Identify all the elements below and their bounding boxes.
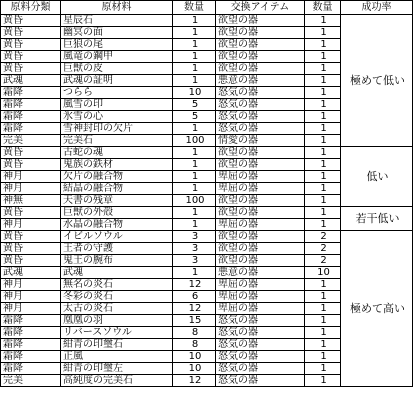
cell-category: 霜降 bbox=[1, 339, 61, 351]
cell-item: 卑屈の器 bbox=[216, 219, 305, 231]
cell-item-quantity: 2 bbox=[305, 255, 341, 267]
cell-item: 欲望の器 bbox=[216, 159, 305, 171]
cell-quantity: 12 bbox=[173, 303, 216, 315]
cell-item-quantity: 1 bbox=[305, 63, 341, 75]
cell-material: 水晶の融合物 bbox=[61, 219, 173, 231]
cell-material: 武魂の証明 bbox=[61, 75, 173, 87]
cell-material: 巨狼の尾 bbox=[61, 39, 173, 51]
cell-item-quantity: 1 bbox=[305, 339, 341, 351]
cell-quantity: 1 bbox=[173, 51, 216, 63]
cell-material: 武魂 bbox=[61, 267, 173, 279]
cell-item: 欲望の器 bbox=[216, 15, 305, 27]
cell-material: 鬼族の鉄材 bbox=[61, 159, 173, 171]
cell-material: 星辰石 bbox=[61, 15, 173, 27]
cell-category: 神月 bbox=[1, 303, 61, 315]
cell-quantity: 10 bbox=[173, 87, 216, 99]
cell-item: 悪意の器 bbox=[216, 75, 305, 87]
cell-item: 卑屈の器 bbox=[216, 171, 305, 183]
cell-material: 王者の守護 bbox=[61, 243, 173, 255]
cell-item: 悪意の器 bbox=[216, 267, 305, 279]
header-quantity: 数量 bbox=[173, 1, 216, 15]
cell-item-quantity: 1 bbox=[305, 39, 341, 51]
cell-quantity: 100 bbox=[173, 135, 216, 147]
cell-item-quantity: 1 bbox=[305, 147, 341, 159]
cell-category: 黄昏 bbox=[1, 255, 61, 267]
cell-item: 欲望の器 bbox=[216, 231, 305, 243]
table-row bbox=[1, 207, 413, 219]
cell-material: 欠片の融合物 bbox=[61, 171, 173, 183]
cell-item: 卑屈の器 bbox=[216, 291, 305, 303]
cell-material: 結晶の融合物 bbox=[61, 183, 173, 195]
cell-quantity: 5 bbox=[173, 111, 216, 123]
cell-item-quantity: 1 bbox=[305, 159, 341, 171]
header-item: 交換アイテム bbox=[216, 1, 305, 15]
cell-material: 完美石 bbox=[61, 135, 173, 147]
cell-quantity: 1 bbox=[173, 159, 216, 171]
cell-item: 卑屈の器 bbox=[216, 183, 305, 195]
cell-material: 古蛇の魂 bbox=[61, 147, 173, 159]
cell-category: 武魂 bbox=[1, 267, 61, 279]
cell-item: 欲望の器 bbox=[216, 51, 305, 63]
cell-quantity: 100 bbox=[173, 195, 216, 207]
cell-item-quantity: 1 bbox=[305, 171, 341, 183]
cell-item: 卑屈の器 bbox=[216, 303, 305, 315]
cell-item: 欲望の器 bbox=[216, 39, 305, 51]
cell-material: 冬彩の炎石 bbox=[61, 291, 173, 303]
cell-material: 紺青の印璽左 bbox=[61, 363, 173, 375]
cell-category: 黄昏 bbox=[1, 51, 61, 63]
cell-item-quantity: 1 bbox=[305, 315, 341, 327]
cell-item-quantity: 1 bbox=[305, 327, 341, 339]
header-success-rate: 成功率 bbox=[341, 1, 413, 15]
cell-item: 欲望の器 bbox=[216, 243, 305, 255]
table-row bbox=[1, 231, 413, 243]
cell-quantity: 15 bbox=[173, 315, 216, 327]
cell-quantity: 1 bbox=[173, 171, 216, 183]
cell-category: 黄昏 bbox=[1, 63, 61, 75]
cell-item-quantity: 1 bbox=[305, 111, 341, 123]
cell-category: 霜降 bbox=[1, 99, 61, 111]
cell-category: 武魂 bbox=[1, 75, 61, 87]
cell-material: 凰凰の羽 bbox=[61, 315, 173, 327]
cell-quantity: 8 bbox=[173, 327, 216, 339]
cell-quantity: 1 bbox=[173, 183, 216, 195]
cell-category: 黄昏 bbox=[1, 231, 61, 243]
header-row bbox=[1, 1, 413, 15]
cell-item-quantity: 1 bbox=[305, 99, 341, 111]
cell-item: 怒気の器 bbox=[216, 99, 305, 111]
cell-category: 神無 bbox=[1, 195, 61, 207]
cell-material: リバースソウル bbox=[61, 327, 173, 339]
cell-item: 怒気の器 bbox=[216, 327, 305, 339]
cell-material: 巨獣の皮 bbox=[61, 63, 173, 75]
cell-item-quantity: 1 bbox=[305, 291, 341, 303]
table-row bbox=[1, 147, 413, 159]
cell-category: 神月 bbox=[1, 279, 61, 291]
cell-quantity: 8 bbox=[173, 339, 216, 351]
cell-category: 黄昏 bbox=[1, 39, 61, 51]
cell-item: 怒気の器 bbox=[216, 123, 305, 135]
cell-item: 欲望の器 bbox=[216, 63, 305, 75]
cell-category: 完美 bbox=[1, 135, 61, 147]
table-row bbox=[1, 15, 413, 27]
cell-item-quantity: 1 bbox=[305, 375, 341, 387]
cell-quantity: 1 bbox=[173, 39, 216, 51]
cell-category: 黄昏 bbox=[1, 27, 61, 39]
cell-item-quantity: 1 bbox=[305, 15, 341, 27]
cell-item: 怒気の器 bbox=[216, 87, 305, 99]
cell-material: 天書の残章 bbox=[61, 195, 173, 207]
cell-item-quantity: 1 bbox=[305, 75, 341, 87]
cell-item-quantity: 1 bbox=[305, 279, 341, 291]
cell-quantity: 5 bbox=[173, 99, 216, 111]
cell-quantity: 1 bbox=[173, 27, 216, 39]
cell-item-quantity: 1 bbox=[305, 183, 341, 195]
cell-quantity: 10 bbox=[173, 363, 216, 375]
cell-category: 霜降 bbox=[1, 123, 61, 135]
header-item-quantity: 数量 bbox=[305, 1, 341, 15]
cell-material: 幽冥の面 bbox=[61, 27, 173, 39]
cell-quantity: 1 bbox=[173, 267, 216, 279]
cell-item-quantity: 1 bbox=[305, 303, 341, 315]
cell-item-quantity: 1 bbox=[305, 351, 341, 363]
cell-material: 正風 bbox=[61, 351, 173, 363]
cell-material: 風竜の鋼甲 bbox=[61, 51, 173, 63]
cell-quantity: 12 bbox=[173, 375, 216, 387]
cell-quantity: 12 bbox=[173, 279, 216, 291]
cell-material: 無名の炎石 bbox=[61, 279, 173, 291]
cell-category: 黄昏 bbox=[1, 15, 61, 27]
cell-category: 霜降 bbox=[1, 363, 61, 375]
cell-item: 欲望の器 bbox=[216, 27, 305, 39]
cell-item-quantity: 1 bbox=[305, 135, 341, 147]
cell-item: 欲望の器 bbox=[216, 147, 305, 159]
cell-quantity: 3 bbox=[173, 231, 216, 243]
cell-material: 高純度の完美石 bbox=[61, 375, 173, 387]
cell-success-rate: 若干低い bbox=[341, 207, 413, 231]
cell-item: 怒気の器 bbox=[216, 351, 305, 363]
cell-category: 完美 bbox=[1, 375, 61, 387]
cell-item-quantity: 1 bbox=[305, 123, 341, 135]
cell-category: 神月 bbox=[1, 171, 61, 183]
cell-quantity: 1 bbox=[173, 219, 216, 231]
cell-item-quantity: 2 bbox=[305, 243, 341, 255]
cell-category: 霜降 bbox=[1, 327, 61, 339]
cell-material: 巨獣の外殻 bbox=[61, 207, 173, 219]
cell-success-rate: 低い bbox=[341, 147, 413, 207]
cell-material: 風雪の印 bbox=[61, 99, 173, 111]
cell-item-quantity: 2 bbox=[305, 231, 341, 243]
cell-item-quantity: 1 bbox=[305, 195, 341, 207]
cell-quantity: 6 bbox=[173, 291, 216, 303]
cell-category: 霜降 bbox=[1, 315, 61, 327]
cell-item: 怒気の器 bbox=[216, 363, 305, 375]
cell-category: 霜降 bbox=[1, 351, 61, 363]
cell-category: 黄昏 bbox=[1, 159, 61, 171]
cell-item-quantity: 1 bbox=[305, 51, 341, 63]
cell-material: つらら bbox=[61, 87, 173, 99]
cell-item-quantity: 1 bbox=[305, 219, 341, 231]
cell-quantity: 1 bbox=[173, 123, 216, 135]
cell-item: 卑屈の器 bbox=[216, 279, 305, 291]
cell-quantity: 3 bbox=[173, 255, 216, 267]
cell-category: 霜降 bbox=[1, 111, 61, 123]
cell-item: 情愛の器 bbox=[216, 135, 305, 147]
cell-item: 怒気の器 bbox=[216, 375, 305, 387]
cell-item-quantity: 1 bbox=[305, 87, 341, 99]
cell-item: 欲望の器 bbox=[216, 195, 305, 207]
cell-item-quantity: 1 bbox=[305, 27, 341, 39]
cell-success-rate: 極めて低い bbox=[341, 15, 413, 147]
cell-category: 黄昏 bbox=[1, 147, 61, 159]
header-category: 原料分類 bbox=[1, 1, 61, 15]
cell-quantity: 1 bbox=[173, 63, 216, 75]
cell-item-quantity: 1 bbox=[305, 363, 341, 375]
header-material: 原材料 bbox=[61, 1, 173, 15]
cell-quantity: 1 bbox=[173, 15, 216, 27]
cell-material: 雪神封印の欠片 bbox=[61, 123, 173, 135]
cell-item: 怒気の器 bbox=[216, 111, 305, 123]
cell-quantity: 10 bbox=[173, 351, 216, 363]
cell-category: 神月 bbox=[1, 219, 61, 231]
cell-quantity: 1 bbox=[173, 147, 216, 159]
cell-item: 欲望の器 bbox=[216, 255, 305, 267]
cell-category: 神月 bbox=[1, 183, 61, 195]
cell-item: 怒気の器 bbox=[216, 315, 305, 327]
table-body bbox=[1, 15, 413, 387]
cell-item: 怒気の器 bbox=[216, 339, 305, 351]
cell-material: イビルソウル bbox=[61, 231, 173, 243]
cell-material: 鬼王の腕布 bbox=[61, 255, 173, 267]
cell-category: 黄昏 bbox=[1, 243, 61, 255]
cell-quantity: 1 bbox=[173, 75, 216, 87]
cell-item-quantity: 10 bbox=[305, 267, 341, 279]
cell-material: 紺青の印璽石 bbox=[61, 339, 173, 351]
cell-category: 神月 bbox=[1, 291, 61, 303]
cell-success-rate: 極めて高い bbox=[341, 231, 413, 387]
cell-quantity: 3 bbox=[173, 243, 216, 255]
cell-material: 太古の炎石 bbox=[61, 303, 173, 315]
cell-item-quantity: 1 bbox=[305, 207, 341, 219]
cell-item: 欲望の器 bbox=[216, 207, 305, 219]
cell-quantity: 1 bbox=[173, 207, 216, 219]
cell-category: 黄昏 bbox=[1, 207, 61, 219]
cell-category: 霜降 bbox=[1, 87, 61, 99]
cell-material: 氷雪の心 bbox=[61, 111, 173, 123]
